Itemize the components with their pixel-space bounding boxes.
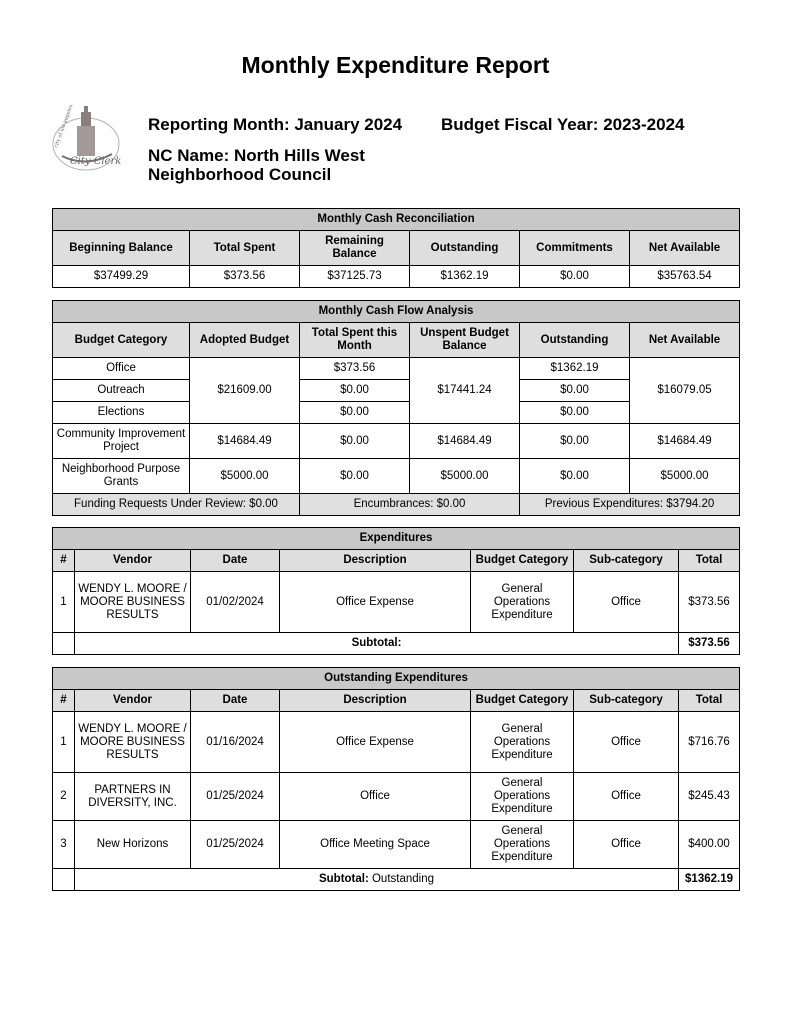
- subtotal-label-bold: Subtotal:: [351, 637, 402, 649]
- row-subcategory: Office: [574, 712, 679, 773]
- row-total: $373.56: [679, 572, 740, 633]
- col-remaining-balance: Remaining Balance: [300, 231, 410, 266]
- col-subcategory: Sub-category: [574, 690, 679, 712]
- col-unspent-balance: Unspent Budget Balance: [410, 323, 520, 358]
- row-subcategory: Office: [574, 773, 679, 821]
- commitments-value: $0.00: [520, 266, 630, 288]
- col-date: Date: [191, 690, 280, 712]
- nc-name-line1: NC Name: North Hills West: [148, 146, 365, 165]
- nc-name-line2: Neighborhood Council: [148, 165, 332, 184]
- col-budget-category: Budget Category: [53, 323, 190, 358]
- row-description: Office: [280, 773, 471, 821]
- ops-net-available: $16079.05: [630, 358, 740, 424]
- table-row: [53, 424, 740, 459]
- city-clerk-logo: [48, 104, 126, 176]
- col-total: Total: [679, 690, 740, 712]
- office-spent: $373.56: [300, 358, 410, 380]
- expenditures-title: Expenditures: [53, 528, 740, 550]
- outreach-outstanding: $0.00: [520, 380, 630, 402]
- col-total-spent-month: Total Spent this Month: [300, 323, 410, 358]
- row-number: 3: [53, 821, 75, 869]
- total-spent-value: $373.56: [190, 266, 300, 288]
- npg-spent: $0.00: [300, 459, 410, 494]
- outstanding-title: Outstanding Expenditures: [53, 668, 740, 690]
- reconciliation-table: [52, 208, 740, 288]
- subtotal-label: [75, 869, 679, 891]
- row-total: $716.76: [679, 712, 740, 773]
- net-available-value: $35763.54: [630, 266, 740, 288]
- col-subcategory: Sub-category: [574, 550, 679, 572]
- subtotal-suffix: Outstanding: [368, 873, 435, 885]
- table-row: [53, 572, 740, 633]
- elections-outstanding: $0.00: [520, 402, 630, 424]
- elections-spent: $0.00: [300, 402, 410, 424]
- row-budget-category: General Operations Expenditure: [471, 572, 574, 633]
- reporting-month: Reporting Month: January 2024: [148, 115, 403, 134]
- row-date: 01/02/2024: [191, 572, 280, 633]
- svg-text:City Clerk: City Clerk: [70, 156, 122, 167]
- col-description: Description: [280, 550, 471, 572]
- col-net-available: Net Available: [630, 231, 740, 266]
- funding-requests: Funding Requests Under Review: $0.00: [53, 494, 300, 516]
- npg-unspent: $5000.00: [410, 459, 520, 494]
- row-date: 01/16/2024: [191, 712, 280, 773]
- cip-outstanding: $0.00: [520, 424, 630, 459]
- reconciliation-title: Monthly Cash Reconciliation: [53, 209, 740, 231]
- row-budget-category: General Operations Expenditure: [471, 773, 574, 821]
- table-row: [53, 712, 740, 773]
- col-beginning-balance: Beginning Balance: [53, 231, 190, 266]
- col-outstanding: Outstanding: [410, 231, 520, 266]
- row-total: $245.43: [679, 773, 740, 821]
- cip-net: $14684.49: [630, 424, 740, 459]
- col-total: Total: [679, 550, 740, 572]
- outstanding-value: $1362.19: [410, 266, 520, 288]
- row-subcategory: Office: [574, 821, 679, 869]
- npg-net: $5000.00: [630, 459, 740, 494]
- outreach-spent: $0.00: [300, 380, 410, 402]
- row-description: Office Expense: [280, 572, 471, 633]
- svg-text:city of los angeles: city of los angeles: [53, 104, 75, 149]
- row-total: $400.00: [679, 821, 740, 869]
- col-vendor: Vendor: [75, 690, 191, 712]
- col-commitments: Commitments: [520, 231, 630, 266]
- col-outstanding: Outstanding: [520, 323, 630, 358]
- ops-adopted-budget: $21609.00: [190, 358, 300, 424]
- row-date: 01/25/2024: [191, 821, 280, 869]
- col-date: Date: [191, 550, 280, 572]
- row-vendor: New Horizons: [75, 821, 191, 869]
- category-outreach: Outreach: [53, 380, 190, 402]
- cashflow-table: [52, 300, 740, 516]
- row-subcategory: Office: [574, 572, 679, 633]
- category-cip: Community Improvement Project: [53, 424, 190, 459]
- outstanding-table: [52, 667, 740, 891]
- category-elections: Elections: [53, 402, 190, 424]
- npg-adopted: $5000.00: [190, 459, 300, 494]
- row-budget-category: General Operations Expenditure: [471, 712, 574, 773]
- row-date: 01/25/2024: [191, 773, 280, 821]
- table-row: [53, 773, 740, 821]
- cip-spent: $0.00: [300, 424, 410, 459]
- col-vendor: Vendor: [75, 550, 191, 572]
- col-adopted-budget: Adopted Budget: [190, 323, 300, 358]
- col-number: #: [53, 690, 75, 712]
- fiscal-year: Budget Fiscal Year: 2023-2024: [441, 115, 685, 134]
- previous-expenditures: Previous Expenditures: $3794.20: [520, 494, 740, 516]
- row-number: 1: [53, 712, 75, 773]
- subtotal-label-bold: Subtotal:: [318, 873, 369, 885]
- subtotal-value: $373.56: [679, 633, 740, 655]
- cashflow-title: Monthly Cash Flow Analysis: [53, 301, 740, 323]
- col-budget-category: Budget Category: [471, 690, 574, 712]
- remaining-balance-value: $37125.73: [300, 266, 410, 288]
- subtotal-value: $1362.19: [679, 869, 740, 891]
- report-title: Monthly Expenditure Report: [241, 52, 550, 78]
- npg-outstanding: $0.00: [520, 459, 630, 494]
- subtotal-label: [75, 633, 679, 655]
- col-budget-category: Budget Category: [471, 550, 574, 572]
- cip-adopted: $14684.49: [190, 424, 300, 459]
- cip-unspent: $14684.49: [410, 424, 520, 459]
- row-description: Office Expense: [280, 712, 471, 773]
- table-row: [53, 821, 740, 869]
- subtotal-row: [53, 633, 740, 655]
- row-vendor: WENDY L. MOORE / MOORE BUSINESS RESULTS: [75, 712, 191, 773]
- category-office: Office: [53, 358, 190, 380]
- encumbrances: Encumbrances: $0.00: [300, 494, 520, 516]
- table-row: [53, 459, 740, 494]
- nc-name: [148, 146, 365, 184]
- ops-unspent-balance: $17441.24: [410, 358, 520, 424]
- office-outstanding: $1362.19: [520, 358, 630, 380]
- row-description: Office Meeting Space: [280, 821, 471, 869]
- expenditures-table: [52, 527, 740, 655]
- col-description: Description: [280, 690, 471, 712]
- col-net-available: Net Available: [630, 323, 740, 358]
- category-npg: Neighborhood Purpose Grants: [53, 459, 190, 494]
- col-total-spent: Total Spent: [190, 231, 300, 266]
- table-row: [53, 358, 740, 380]
- beginning-balance-value: $37499.29: [53, 266, 190, 288]
- row-number: 2: [53, 773, 75, 821]
- row-budget-category: General Operations Expenditure: [471, 821, 574, 869]
- row-number: 1: [53, 572, 75, 633]
- col-number: #: [53, 550, 75, 572]
- row-vendor: WENDY L. MOORE / MOORE BUSINESS RESULTS: [75, 572, 191, 633]
- row-vendor: PARTNERS IN DIVERSITY, INC.: [75, 773, 191, 821]
- subtotal-row: [53, 869, 740, 891]
